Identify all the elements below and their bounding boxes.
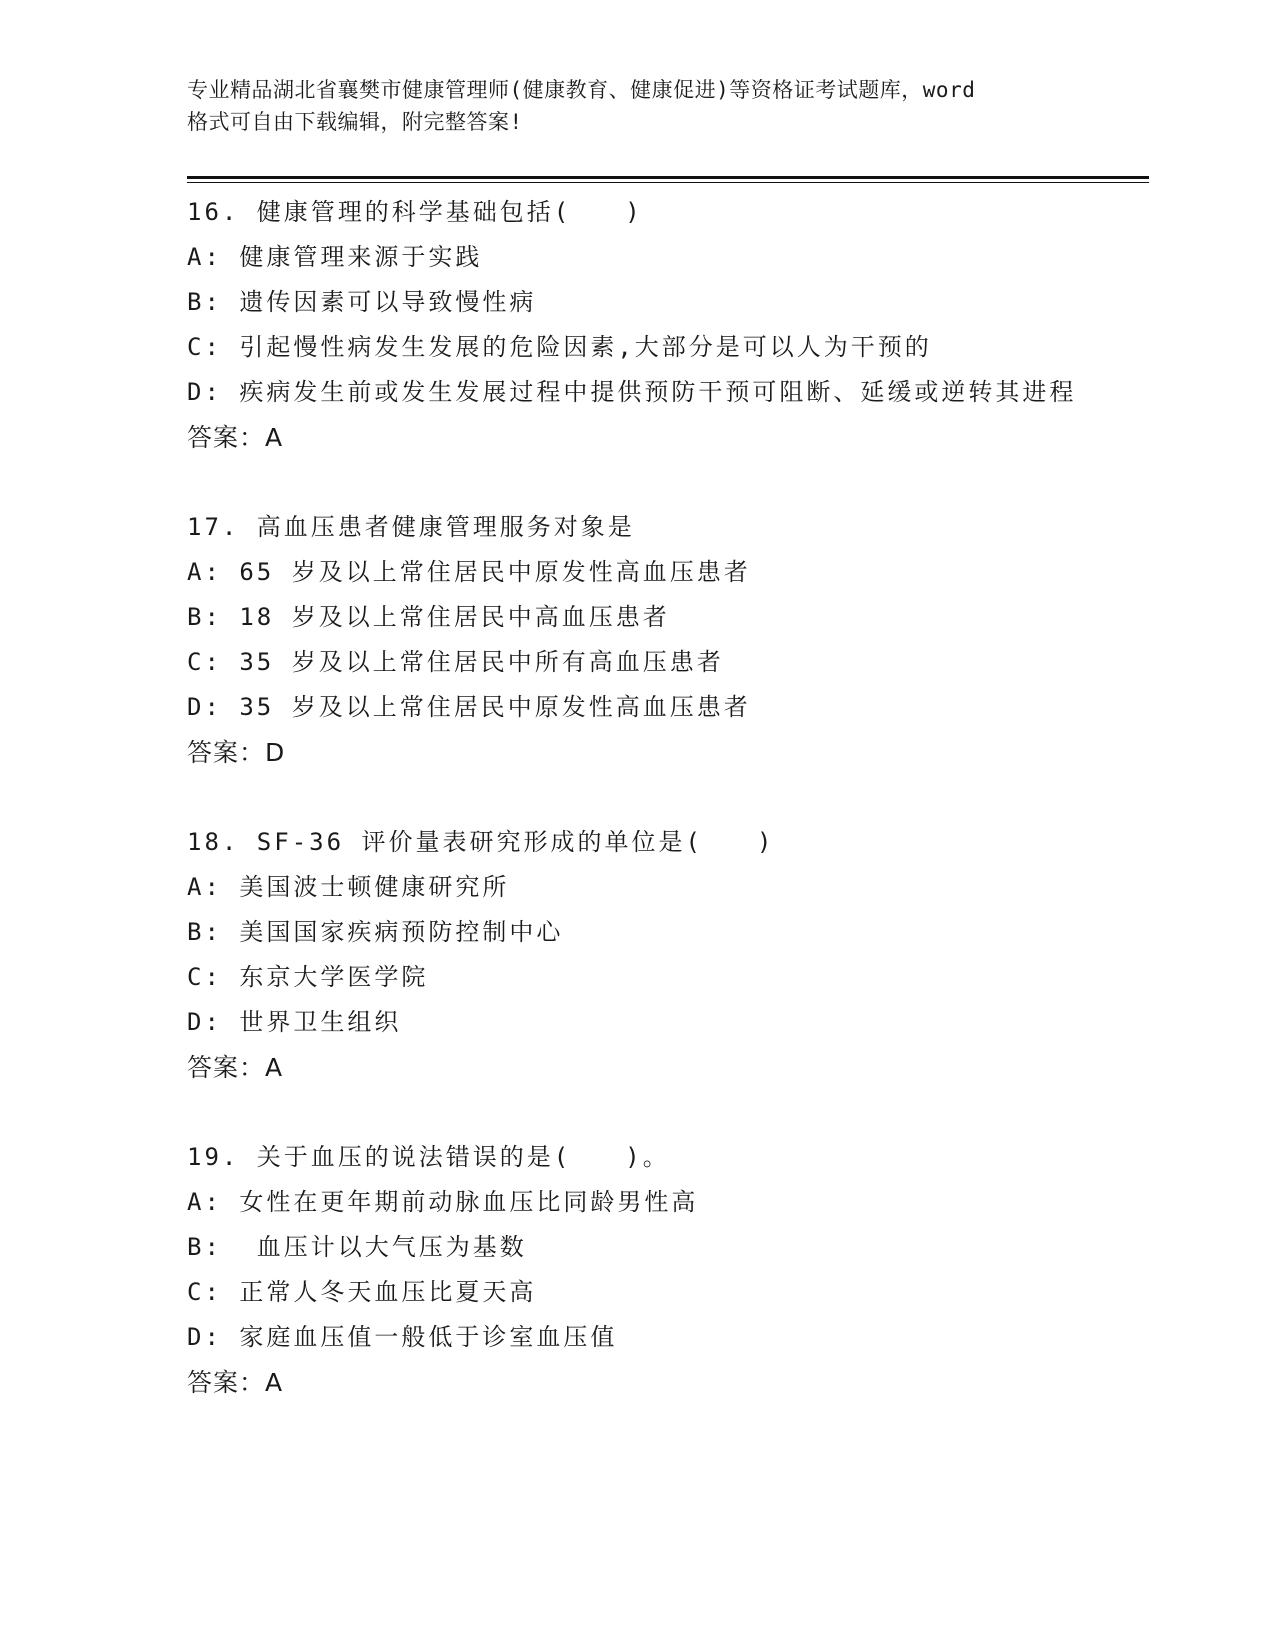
- option-c: C: 正常人冬天血压比夏天高: [187, 1278, 537, 1306]
- answer: 答案：D: [187, 738, 286, 767]
- option-c: C: 35 岁及以上常住居民中所有高血压患者: [187, 648, 724, 676]
- question-title: 17. 高血压患者健康管理服务对象是: [187, 513, 635, 541]
- header-divider-thick: [187, 176, 1149, 179]
- option-b: B: 遗传因素可以导致慢性病: [187, 288, 537, 316]
- option-a: A: 美国波士顿健康研究所: [187, 873, 510, 901]
- answer: 答案：A: [187, 1368, 284, 1397]
- answer: 答案：A: [187, 1053, 284, 1082]
- option-c: C: 东京大学医学院: [187, 963, 429, 991]
- question-title: 16. 健康管理的科学基础包括( ): [187, 198, 643, 226]
- document-header: [187, 74, 1087, 138]
- option-a: A: 女性在更年期前动脉血压比同龄男性高: [187, 1188, 699, 1216]
- question-16: [187, 190, 1087, 460]
- option-b: B: 血压计以大气压为基数: [187, 1233, 527, 1261]
- question-title: 18. SF-36 评价量表研究形成的单位是( ): [187, 828, 775, 856]
- option-b: B: 美国国家疾病预防控制中心: [187, 918, 564, 946]
- question-title: 19. 关于血压的说法错误的是( )。: [187, 1143, 670, 1171]
- header-divider-thin: [187, 182, 1149, 183]
- question-list: [187, 190, 1087, 1450]
- option-d: D: 世界卫生组织: [187, 1008, 402, 1036]
- option-a: A: 健康管理来源于实践: [187, 243, 483, 271]
- question-17: [187, 505, 1087, 775]
- option-b: B: 18 岁及以上常住居民中高血压患者: [187, 603, 670, 631]
- answer: 答案：A: [187, 423, 284, 452]
- header-line-2: 格式可自由下载编辑，附完整答案!: [187, 110, 523, 134]
- option-c: C: 引起慢性病发生发展的危险因素,大部分是可以人为干预的: [187, 333, 932, 361]
- option-a: A: 65 岁及以上常住居民中原发性高血压患者: [187, 558, 751, 586]
- question-19: [187, 1135, 1087, 1405]
- header-line-1: 专业精品湖北省襄樊市健康管理师(健康教育、健康促进)等资格证考试题库，word: [187, 78, 976, 102]
- option-d: D: 疾病发生前或发生发展过程中提供预防干预可阻断、延缓或逆转其进程: [187, 378, 1077, 406]
- option-d: D: 家庭血压值一般低于诊室血压值: [187, 1323, 618, 1351]
- question-18: [187, 820, 1087, 1090]
- option-d: D: 35 岁及以上常住居民中原发性高血压患者: [187, 693, 751, 721]
